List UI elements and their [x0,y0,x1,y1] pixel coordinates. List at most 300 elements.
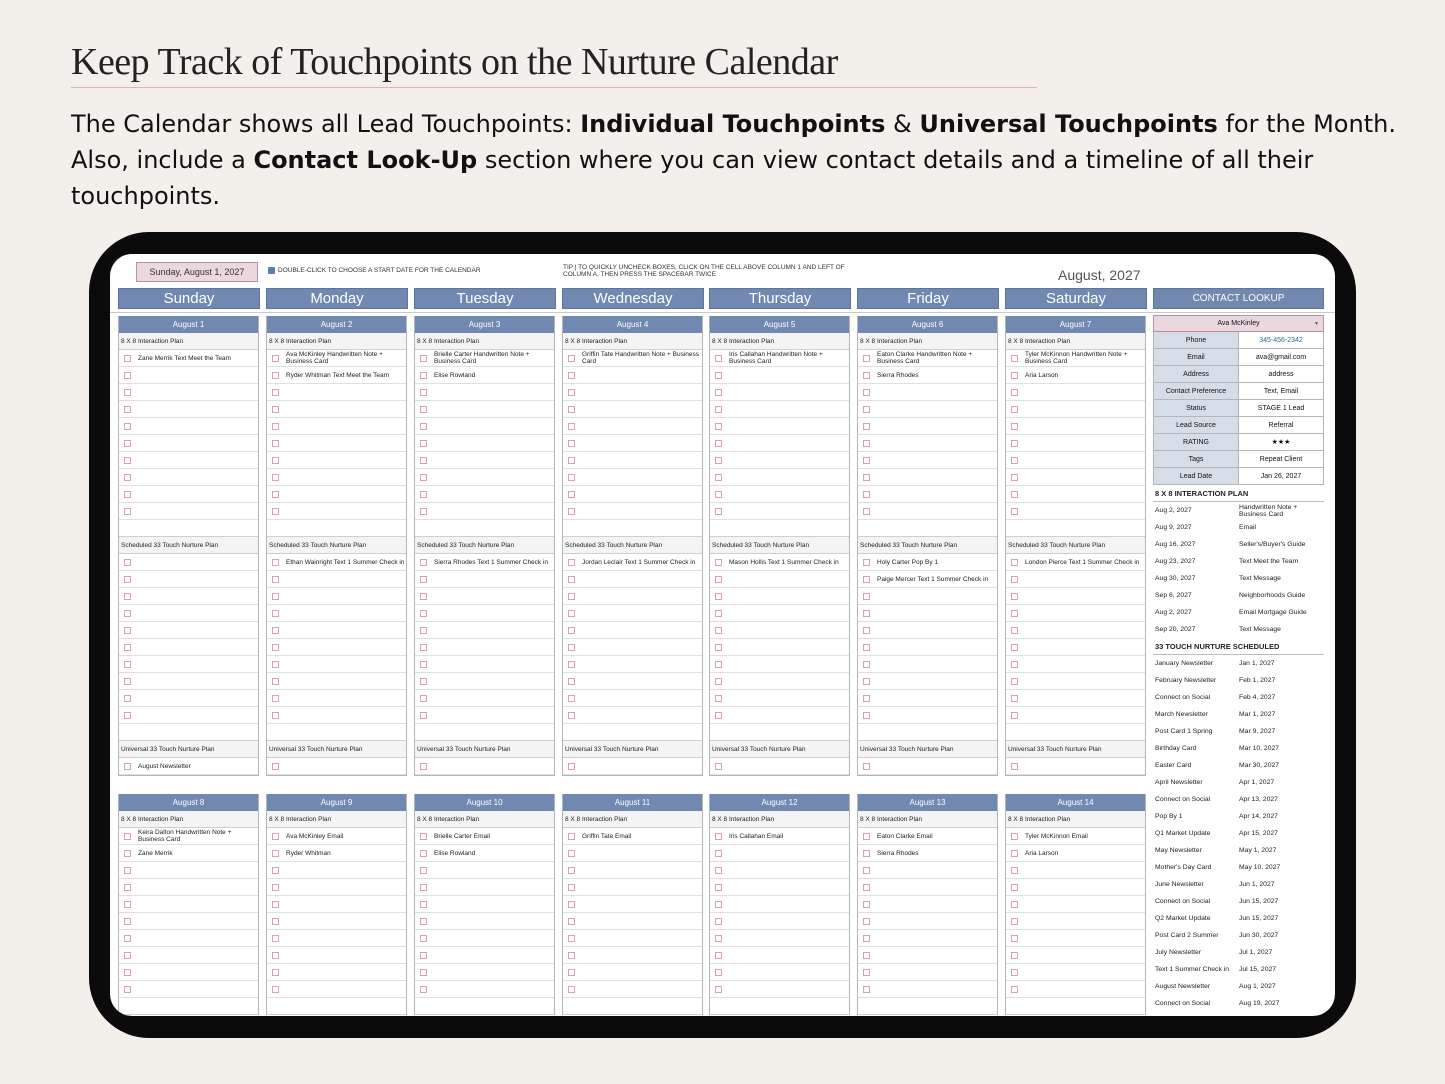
task-checkbox[interactable] [420,661,427,668]
task-checkbox[interactable] [420,610,427,617]
task-row [563,452,702,469]
task-checkbox[interactable] [1011,833,1018,840]
task-row [563,503,702,520]
task-checkbox[interactable] [863,491,870,498]
task-checkbox[interactable] [124,833,131,840]
task-checkbox[interactable] [124,576,131,583]
task-checkbox[interactable] [568,952,575,959]
task-checkbox[interactable] [863,918,870,925]
task-checkbox[interactable] [715,355,722,362]
task-checkbox[interactable] [124,593,131,600]
section-interaction-plan: 8 X 8 Interaction Plan [415,811,554,828]
task-checkbox[interactable] [124,935,131,942]
task-row [267,401,406,418]
task-checkbox[interactable] [715,678,722,685]
task-row [1006,350,1145,367]
contact-field-label: Tags [1154,451,1239,467]
task-checkbox[interactable] [1011,661,1018,668]
task-row [858,964,997,981]
task-checkbox[interactable] [1011,423,1018,430]
day-cell [414,316,555,776]
task-checkbox[interactable] [715,695,722,702]
task-row [710,384,849,401]
task-checkbox[interactable] [124,763,131,770]
task-checkbox[interactable] [420,440,427,447]
task-checkbox[interactable] [863,406,870,413]
task-row [119,452,258,469]
task-checkbox[interactable] [863,593,870,600]
task-checkbox[interactable] [124,952,131,959]
task-checkbox[interactable] [568,406,575,413]
task-checkbox[interactable] [863,935,870,942]
task-checkbox[interactable] [272,457,279,464]
task-checkbox[interactable] [124,372,131,379]
weekday-header-monday: Monday [266,288,408,309]
nurture-item: May Newsletter [1155,847,1202,854]
weekday-header-friday: Friday [857,288,999,309]
task-checkbox[interactable] [124,969,131,976]
task-checkbox[interactable] [420,850,427,857]
task-checkbox[interactable] [272,986,279,993]
task-checkbox[interactable] [124,627,131,634]
row-spacer [858,724,997,741]
task-checkbox[interactable] [272,850,279,857]
task-checkbox[interactable] [715,986,722,993]
task-checkbox[interactable] [1011,355,1018,362]
task-row [119,622,258,639]
task-row [710,673,849,690]
nurture-date: Jun 15, 2027 [1239,898,1279,905]
task-checkbox[interactable] [420,952,427,959]
task-checkbox[interactable] [420,389,427,396]
task-checkbox[interactable] [1011,406,1018,413]
task-checkbox[interactable] [568,627,575,634]
task-checkbox[interactable] [568,884,575,891]
contact-field-row [1153,383,1324,400]
task-checkbox[interactable] [863,763,870,770]
task-checkbox[interactable] [1011,627,1018,634]
date-header: August 1 [119,316,258,333]
task-checkbox[interactable] [420,559,427,566]
task-checkbox[interactable] [863,884,870,891]
task-checkbox[interactable] [715,867,722,874]
task-checkbox[interactable] [1011,593,1018,600]
task-checkbox[interactable] [124,508,131,515]
task-checkbox[interactable] [863,901,870,908]
task-checkbox[interactable] [715,952,722,959]
task-checkbox[interactable] [1011,884,1018,891]
task-checkbox[interactable] [272,918,279,925]
task-row [710,452,849,469]
task-checkbox[interactable] [1011,935,1018,942]
task-checkbox[interactable] [568,593,575,600]
contact-field-value: ★★★ [1271,439,1291,446]
task-checkbox[interactable] [715,918,722,925]
contact-field-label: Lead Date [1154,468,1239,484]
task-checkbox[interactable] [568,372,575,379]
task-row [267,486,406,503]
timeline-row [1153,502,1324,519]
day-cell [562,794,703,1015]
task-checkbox[interactable] [863,355,870,362]
task-checkbox[interactable] [715,389,722,396]
task-row [563,605,702,622]
task-checkbox[interactable] [1011,440,1018,447]
task-checkbox[interactable] [568,833,575,840]
task-checkbox[interactable] [1011,474,1018,481]
task-checkbox[interactable] [715,627,722,634]
task-checkbox[interactable] [124,661,131,668]
task-checkbox[interactable] [568,644,575,651]
task-checkbox[interactable] [715,850,722,857]
task-label: Elise Rowland [434,371,476,379]
task-checkbox[interactable] [863,559,870,566]
task-checkbox[interactable] [124,884,131,891]
task-checkbox[interactable] [272,884,279,891]
task-checkbox[interactable] [1011,610,1018,617]
task-checkbox[interactable] [863,952,870,959]
task-checkbox[interactable] [420,763,427,770]
task-checkbox[interactable] [124,389,131,396]
task-checkbox[interactable] [568,576,575,583]
task-checkbox[interactable] [863,610,870,617]
task-checkbox[interactable] [420,833,427,840]
task-checkbox[interactable] [420,678,427,685]
task-checkbox[interactable] [272,678,279,685]
task-checkbox[interactable] [715,884,722,891]
task-checkbox[interactable] [863,457,870,464]
task-checkbox[interactable] [863,372,870,379]
task-checkbox[interactable] [568,935,575,942]
task-checkbox[interactable] [863,695,870,702]
task-checkbox[interactable] [272,935,279,942]
task-checkbox[interactable] [272,440,279,447]
task-checkbox[interactable] [124,355,131,362]
task-checkbox[interactable] [568,491,575,498]
task-checkbox[interactable] [715,559,722,566]
task-checkbox[interactable] [863,712,870,719]
task-checkbox[interactable] [124,867,131,874]
timeline-date: Aug 30, 2027 [1155,575,1196,582]
task-checkbox[interactable] [1011,508,1018,515]
task-checkbox[interactable] [715,372,722,379]
task-checkbox[interactable] [420,474,427,481]
nurture-row [1153,689,1324,706]
task-checkbox[interactable] [568,355,575,362]
task-checkbox[interactable] [420,918,427,925]
task-checkbox[interactable] [568,850,575,857]
contact-field-value: Text, Email [1263,387,1299,395]
task-checkbox[interactable] [715,661,722,668]
task-checkbox[interactable] [420,457,427,464]
task-checkbox[interactable] [272,901,279,908]
task-checkbox[interactable] [863,627,870,634]
task-row [415,571,554,588]
task-checkbox[interactable] [568,661,575,668]
task-checkbox[interactable] [420,867,427,874]
task-checkbox[interactable] [863,423,870,430]
task-checkbox[interactable] [124,678,131,685]
start-date-cell[interactable]: Sunday, August 1, 2027 [136,262,258,282]
task-checkbox[interactable] [272,474,279,481]
task-row [267,571,406,588]
task-checkbox[interactable] [863,969,870,976]
task-checkbox[interactable] [272,576,279,583]
task-checkbox[interactable] [272,372,279,379]
task-row [1006,862,1145,879]
task-row [710,622,849,639]
task-checkbox[interactable] [420,712,427,719]
task-checkbox[interactable] [863,867,870,874]
task-row [415,981,554,998]
timeline-row [1153,587,1324,604]
task-checkbox[interactable] [568,457,575,464]
task-checkbox[interactable] [715,593,722,600]
task-checkbox[interactable] [272,423,279,430]
task-checkbox[interactable] [715,457,722,464]
task-checkbox[interactable] [124,695,131,702]
task-checkbox[interactable] [420,576,427,583]
task-checkbox[interactable] [124,491,131,498]
task-checkbox[interactable] [124,457,131,464]
task-checkbox[interactable] [715,491,722,498]
nurture-date: Jun 15, 2027 [1239,915,1279,922]
task-checkbox[interactable] [420,986,427,993]
nurture-date: Mar 1, 2027 [1239,711,1276,718]
task-row [415,879,554,896]
task-row [415,845,554,862]
task-checkbox[interactable] [420,423,427,430]
task-checkbox[interactable] [420,935,427,942]
task-checkbox[interactable] [1011,491,1018,498]
task-checkbox[interactable] [124,986,131,993]
task-checkbox[interactable] [272,627,279,634]
intro-part-4: section where you can view contact details and a timeline of all their touchpoints. [71,146,1314,210]
task-checkbox[interactable] [715,644,722,651]
task-checkbox[interactable] [420,627,427,634]
task-checkbox[interactable] [863,644,870,651]
task-checkbox[interactable] [1011,867,1018,874]
task-checkbox[interactable] [272,952,279,959]
task-checkbox[interactable] [124,644,131,651]
section-scheduled-plan: Scheduled 33 Touch Nurture Plan [267,537,406,554]
task-row [563,879,702,896]
task-checkbox[interactable] [1011,969,1018,976]
task-checkbox[interactable] [1011,918,1018,925]
task-checkbox[interactable] [272,491,279,498]
task-checkbox[interactable] [568,389,575,396]
task-checkbox[interactable] [420,508,427,515]
task-checkbox[interactable] [863,661,870,668]
task-checkbox[interactable] [124,712,131,719]
task-checkbox[interactable] [124,440,131,447]
task-row [1006,758,1145,775]
task-row [267,862,406,879]
task-checkbox[interactable] [568,969,575,976]
task-checkbox[interactable] [272,355,279,362]
task-checkbox[interactable] [715,833,722,840]
task-checkbox[interactable] [124,406,131,413]
task-checkbox[interactable] [272,593,279,600]
task-checkbox[interactable] [863,508,870,515]
task-checkbox[interactable] [420,372,427,379]
task-checkbox[interactable] [863,833,870,840]
task-checkbox[interactable] [715,423,722,430]
task-checkbox[interactable] [863,440,870,447]
nurture-item: Q2 Market Update [1155,915,1211,922]
task-checkbox[interactable] [568,474,575,481]
task-checkbox[interactable] [568,901,575,908]
task-row [415,622,554,639]
task-checkbox[interactable] [272,867,279,874]
task-checkbox[interactable] [124,474,131,481]
row-spacer [415,520,554,537]
intro-text [71,106,1401,214]
task-checkbox[interactable] [568,695,575,702]
task-checkbox[interactable] [568,986,575,993]
task-checkbox[interactable] [420,355,427,362]
task-checkbox[interactable] [420,884,427,891]
date-header: August 6 [858,316,997,333]
task-checkbox[interactable] [272,969,279,976]
nurture-row [1153,672,1324,689]
task-row [563,435,702,452]
task-checkbox[interactable] [863,986,870,993]
task-checkbox[interactable] [272,833,279,840]
task-row [858,469,997,486]
task-row [858,913,997,930]
task-checkbox[interactable] [272,559,279,566]
task-row [415,605,554,622]
task-checkbox[interactable] [715,935,722,942]
task-checkbox[interactable] [1011,678,1018,685]
nurture-date: Mar 30, 2027 [1239,762,1280,769]
day-cell [1005,316,1146,776]
task-checkbox[interactable] [124,559,131,566]
task-row [119,469,258,486]
task-checkbox[interactable] [1011,644,1018,651]
task-checkbox[interactable] [1011,712,1018,719]
task-checkbox[interactable] [420,491,427,498]
task-checkbox[interactable] [272,610,279,617]
contact-field-value: address [1268,370,1294,378]
task-checkbox[interactable] [715,712,722,719]
page-heading: Keep Track of Touchpoints on the Nurture Calendar [71,41,838,83]
task-checkbox[interactable] [1011,457,1018,464]
task-checkbox[interactable] [124,850,131,857]
task-checkbox[interactable] [568,918,575,925]
task-row [1006,656,1145,673]
task-checkbox[interactable] [124,423,131,430]
task-checkbox[interactable] [715,610,722,617]
task-checkbox[interactable] [715,474,722,481]
task-checkbox[interactable] [715,440,722,447]
task-checkbox[interactable] [1011,695,1018,702]
task-row [1006,605,1145,622]
task-row [415,690,554,707]
task-checkbox[interactable] [1011,850,1018,857]
task-row [1006,879,1145,896]
task-checkbox[interactable] [420,406,427,413]
task-row [119,673,258,690]
task-checkbox[interactable] [272,389,279,396]
task-row [710,554,849,571]
task-checkbox[interactable] [124,901,131,908]
task-checkbox[interactable] [1011,763,1018,770]
task-checkbox[interactable] [272,508,279,515]
task-checkbox[interactable] [568,440,575,447]
task-checkbox[interactable] [420,644,427,651]
task-row [415,401,554,418]
task-checkbox[interactable] [715,406,722,413]
contact-field-label: RATING [1154,434,1239,450]
section-interaction-plan: 8 X 8 Interaction Plan [563,333,702,350]
task-label: Aria Larson [1025,849,1059,857]
task-checkbox[interactable] [863,389,870,396]
task-checkbox[interactable] [568,508,575,515]
timeline-item: Text Meet the Team [1239,558,1299,565]
contact-field-value: 345-456-2342 [1259,336,1303,344]
task-checkbox[interactable] [1011,559,1018,566]
task-row [563,401,702,418]
task-checkbox[interactable] [1011,952,1018,959]
task-checkbox[interactable] [272,644,279,651]
task-checkbox[interactable] [272,712,279,719]
task-row [415,913,554,930]
task-checkbox[interactable] [715,969,722,976]
task-checkbox[interactable] [568,867,575,874]
task-checkbox[interactable] [272,763,279,770]
task-checkbox[interactable] [715,576,722,583]
task-checkbox[interactable] [124,610,131,617]
task-checkbox[interactable] [1011,576,1018,583]
task-checkbox[interactable] [420,901,427,908]
contact-name-select[interactable] [1153,315,1324,332]
task-checkbox[interactable] [124,918,131,925]
task-checkbox[interactable] [715,901,722,908]
section-scheduled-plan: Scheduled 33 Touch Nurture Plan [710,537,849,554]
task-checkbox[interactable] [863,678,870,685]
task-checkbox[interactable] [863,474,870,481]
task-row [119,707,258,724]
task-checkbox[interactable] [1011,986,1018,993]
task-checkbox[interactable] [272,661,279,668]
task-checkbox[interactable] [715,508,722,515]
task-checkbox[interactable] [863,576,870,583]
task-checkbox[interactable] [568,678,575,685]
task-checkbox[interactable] [420,695,427,702]
task-row [710,964,849,981]
task-checkbox[interactable] [420,969,427,976]
task-row [563,639,702,656]
task-row [415,707,554,724]
task-checkbox[interactable] [1011,389,1018,396]
task-checkbox[interactable] [568,423,575,430]
task-row [415,452,554,469]
task-checkbox[interactable] [1011,901,1018,908]
task-checkbox[interactable] [568,763,575,770]
task-checkbox[interactable] [568,559,575,566]
task-checkbox[interactable] [1011,372,1018,379]
task-checkbox[interactable] [272,695,279,702]
task-checkbox[interactable] [272,406,279,413]
task-checkbox[interactable] [863,850,870,857]
task-row [415,588,554,605]
task-checkbox[interactable] [420,593,427,600]
task-checkbox[interactable] [568,712,575,719]
task-checkbox[interactable] [715,763,722,770]
task-checkbox[interactable] [568,610,575,617]
